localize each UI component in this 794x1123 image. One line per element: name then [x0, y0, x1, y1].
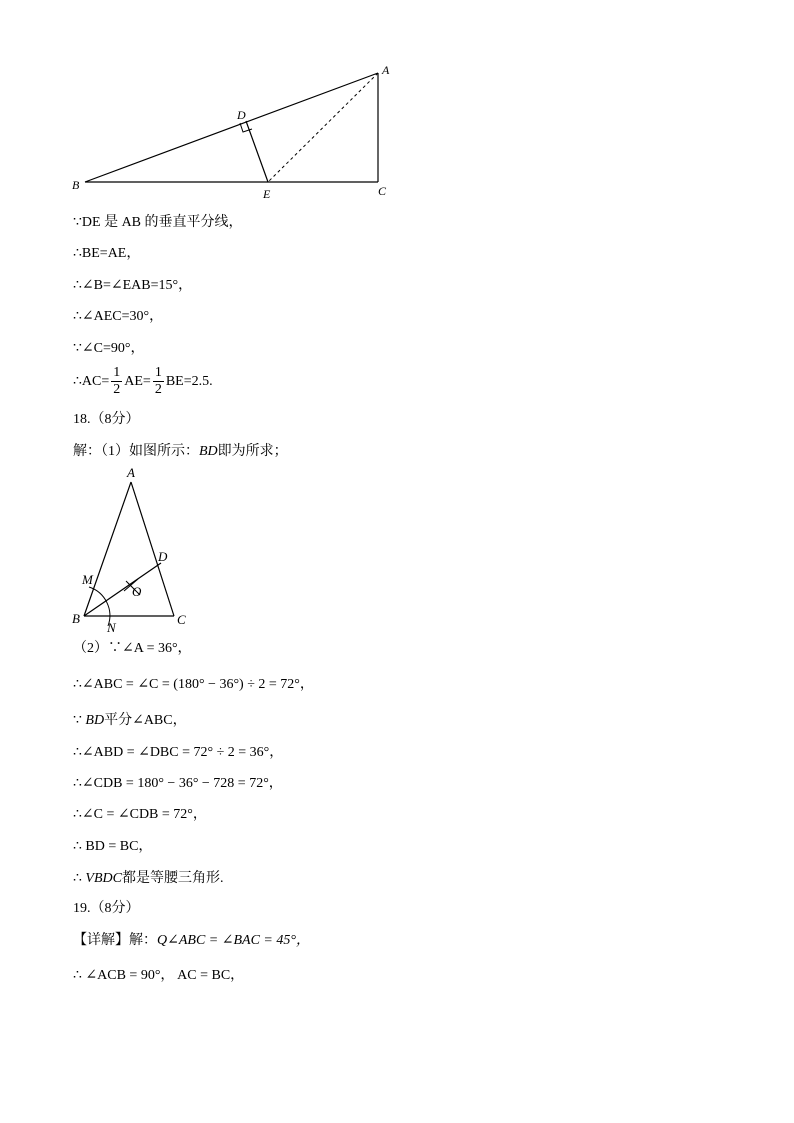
label-A: A [382, 63, 390, 77]
text-line-1: ∵DE 是 AB 的垂直平分线， [73, 215, 243, 230]
proof-line-5: ∴∠ABD = ∠DBC = 72° ÷ 2 = 36°， [73, 745, 284, 760]
question-18-header: 18.（8分） [73, 412, 140, 427]
question-19-line-1: 【详解】解：Q∠ABC = ∠BAC = 45°， [73, 933, 310, 948]
figure-isosceles-triangle [60, 463, 210, 638]
figure-triangle-abc [60, 58, 400, 208]
segment-ab [84, 482, 131, 616]
label-M: M [82, 572, 93, 587]
text-line-3: ∴∠B=∠EAB=15°， [73, 278, 193, 293]
text-line-2: ∴BE=AE， [73, 246, 141, 261]
label-D: D [237, 108, 246, 122]
proof-line-6: ∴∠CDB = 180° − 36° − 728 = 72°， [73, 776, 283, 791]
right-angle-mark [240, 123, 252, 132]
label-C: C [378, 184, 387, 198]
proof-line-2: （2）∵∠A = 36°， [73, 641, 192, 656]
l6-post: BE=2.5. [165, 374, 213, 389]
proof-line-8: ∴ BD = BC， [73, 839, 153, 854]
label-A: A [127, 465, 135, 480]
proof-line-7: ∴∠C = ∠CDB = 72°， [73, 807, 207, 822]
question-18-solution: 解：（1）如图所示：BD即为所求； [73, 444, 288, 459]
label-N: N [107, 620, 116, 635]
label-B: B [72, 178, 80, 192]
fraction-half-1: $\frac{1}{2}$ [113, 365, 121, 398]
l6-pre: ∴AC= [73, 374, 110, 389]
proof-line-9: ∴ VBDC都是等腰三角形. [73, 871, 224, 886]
text-line-5: ∵∠C=90°， [73, 341, 145, 356]
label-B: B [72, 611, 80, 626]
question-19-line-2: ∴ ∠ACB = 90°， AC = BC， [73, 968, 245, 983]
text-line-6 [73, 364, 213, 400]
text-line-4: ∴∠AEC=30°， [73, 309, 164, 324]
label-O: O [132, 584, 142, 599]
proof-line-4: ∵ BD平分∠ABC， [73, 713, 187, 728]
proof-line-3: ∴∠ABC = ∠C = (180° − 36°) ÷ 2 = 72°， [73, 677, 314, 692]
label-E: E [263, 187, 271, 201]
label-C: C [177, 612, 186, 627]
l6-mid: AE= [124, 374, 151, 389]
question-19-header: 19.（8分） [73, 901, 140, 916]
label-D: D [158, 549, 168, 564]
segment-ae-dashed [268, 73, 378, 182]
fraction-half-2: $\frac{1}{2}$ [154, 365, 162, 398]
segment-ba [85, 73, 378, 182]
